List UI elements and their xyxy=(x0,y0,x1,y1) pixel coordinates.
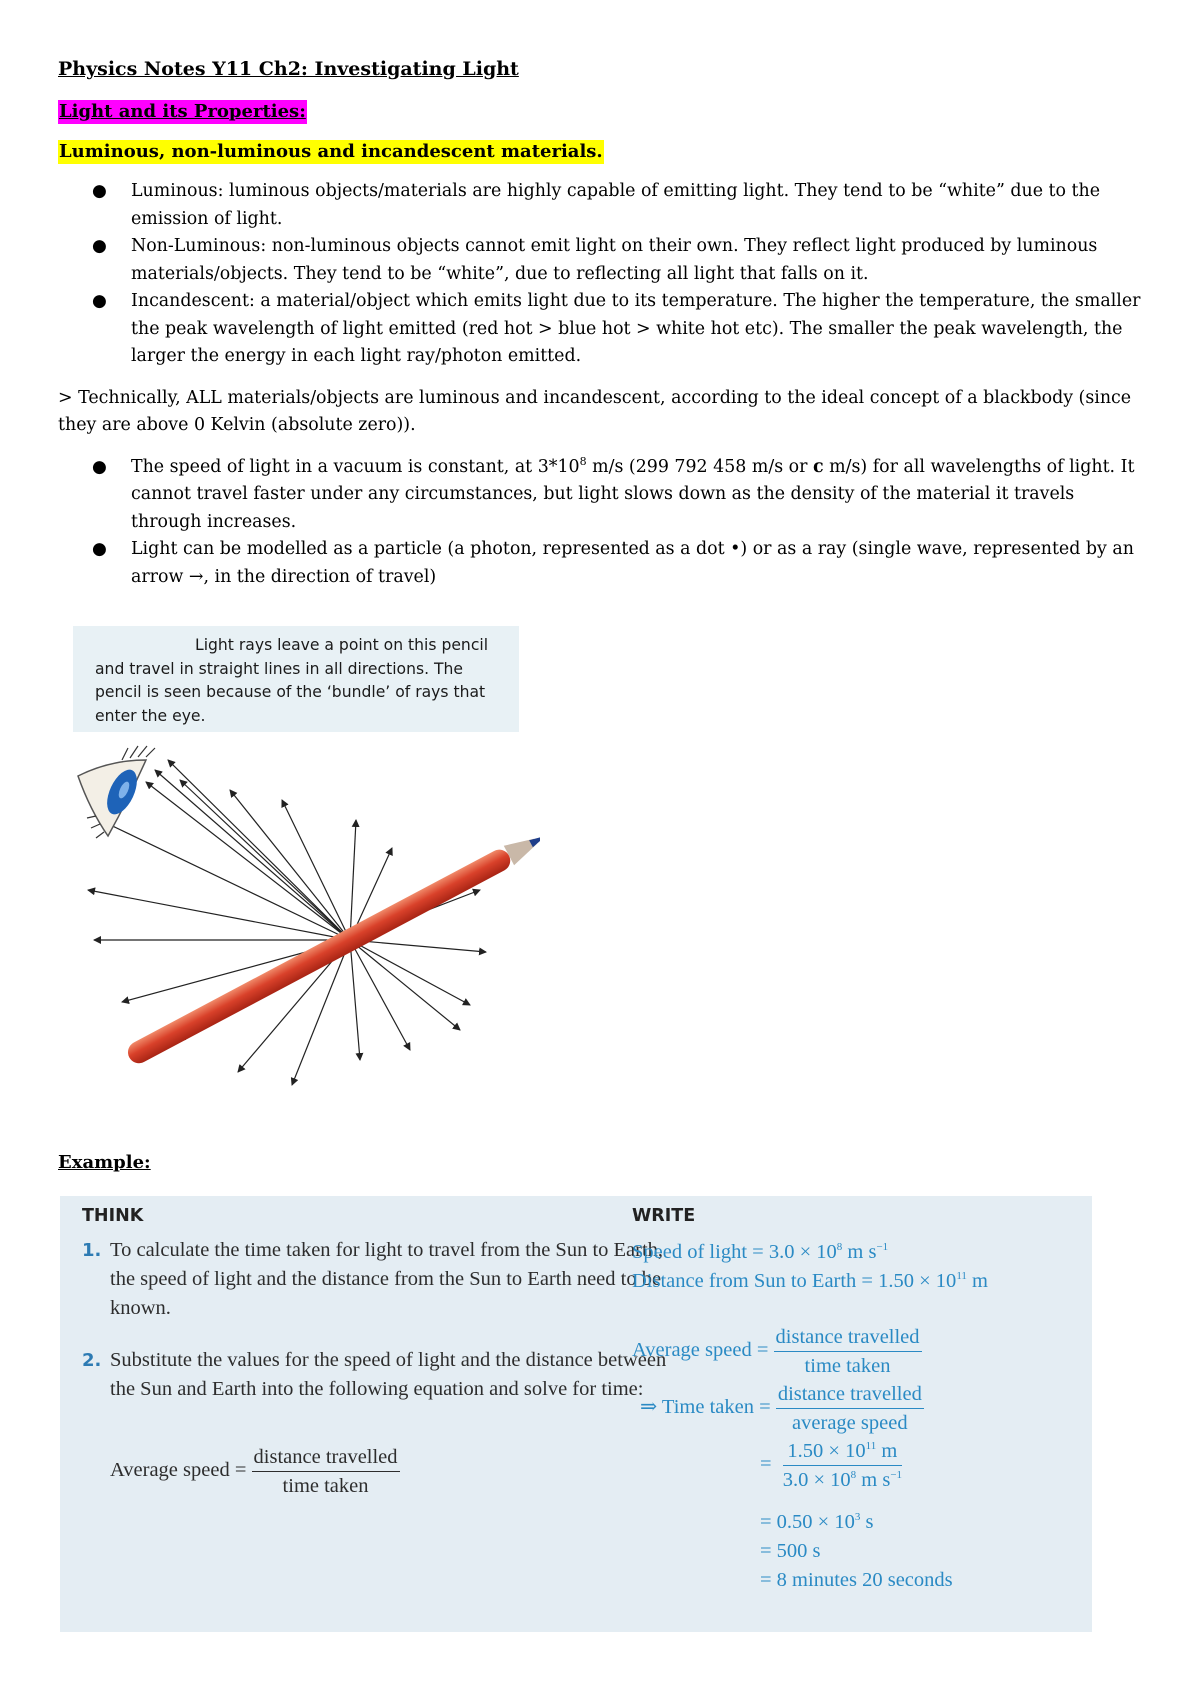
list-item: ● The speed of light in a vacuum is constant, at $3*10^8$ m/s (299 792 458 m/s or c m/s) for all wavelengths of light. It cannot travel faster under any circumstances, but light slows down as the density of the material it travels through increases. xyxy=(92,454,1135,532)
section-heading-row xyxy=(58,100,1148,124)
page-title: Physics Notes Y11 Ch2: Investigating Light xyxy=(58,58,519,80)
pencil-rays-diagram xyxy=(60,740,540,1140)
list-item: ● Incandescent: a material/object which emits light due to its temperature. The higher the temperature, the smaller the peak wavelength of light emitted (red hot > blue hot > white hot etc). The smaller the peak wavelength, the larger the energy in each light ray/photon emitted. xyxy=(92,291,1141,366)
think-equation: Average speed = $\frac{\text{distance travelled}}{\text{time taken}}$ xyxy=(110,1443,400,1500)
write-header: WRITE xyxy=(632,1206,696,1226)
pencil-rays-figure xyxy=(60,740,540,1144)
arrow-icon xyxy=(100,820,350,940)
distance-line: Distance from Sun to Earth = $1.50 \times 10^{11}$ m xyxy=(632,1270,988,1292)
materials-list xyxy=(58,178,1148,371)
step-1: 1. To calculate the time taken for light to travel from the Sun to Earth, the speed of light and the distance from the Sun to Earth need to be known. xyxy=(82,1239,664,1319)
figure-caption: Light rays leave a point on this pencil and travel in straight lines in all directions. The pencil is seen because of the ‘bundle’ of rays that enter the eye. xyxy=(73,626,519,732)
arrow-icon xyxy=(350,940,486,952)
blackbody-note: > Technically, ALL materials/objects are luminous and incandescent, according to the ideal concept of a blackbody (since they are above 0 Kelvin (absolute zero)). xyxy=(58,387,1132,435)
list-item: ● Luminous: luminous objects/materials are highly capable of emitting light. They tend to be “white” due to the emission of light. xyxy=(92,181,1101,229)
write-substitution: = $\frac{1.50 \times 10^{11} m}{3.0 \times 10^8 m s^{-1}}$ xyxy=(760,1437,902,1494)
think-header: THINK xyxy=(82,1206,144,1226)
arrow-icon xyxy=(230,790,350,940)
eye-icon xyxy=(78,746,155,838)
write-result-1: = $0.50 \times 10^3$ s xyxy=(760,1511,874,1533)
list-item: ● Light can be modelled as a particle (a photon, represented as a dot •) or as a ray (single wave, represented by an arrow →, in the direction of travel) xyxy=(92,539,1134,587)
arrow-icon xyxy=(88,890,350,940)
arrow-icon xyxy=(350,820,356,940)
sub-heading-row xyxy=(58,140,1148,164)
speed-of-light-line: Speed of light = $3.0 \times 10^8$ m $s^{-1}$ xyxy=(632,1241,889,1263)
arrow-icon xyxy=(350,940,460,1030)
write-average-speed: Average speed = $\frac{\text{distance travelled}}{\text{time taken}}$ xyxy=(632,1323,922,1380)
example-label: Example: xyxy=(58,1152,151,1173)
write-time-taken: ⇒ Time taken = $\frac{\text{distance travelled}}{\text{average speed}}$ xyxy=(640,1380,924,1437)
light-facts-list xyxy=(58,454,1148,592)
sub-heading: Luminous, non-luminous and incandescent materials. xyxy=(59,141,603,162)
arrow-icon xyxy=(350,940,360,1060)
document-page xyxy=(58,56,1148,605)
step-2: 2. Substitute the values for the speed of light and the distance between the Sun and Earth into the following equation and solve for time: xyxy=(82,1349,667,1400)
arrow-icon xyxy=(180,780,350,940)
arrow-icon xyxy=(146,782,350,940)
worked-example-box xyxy=(60,1196,1092,1632)
write-result-3: = 8 minutes 20 seconds xyxy=(760,1569,953,1591)
arrow-icon xyxy=(155,770,350,940)
arrow-icon xyxy=(168,760,350,940)
pencil-icon xyxy=(124,826,540,1067)
list-item: ● Non-Luminous: non-luminous objects cannot emit light on their own. They reflect light produced by luminous materials/objects. They tend to be “white”, due to reflecting all light that falls on it. xyxy=(92,236,1098,284)
write-result-2: = 500 s xyxy=(760,1540,821,1562)
section-heading: Light and its Properties: xyxy=(59,101,306,122)
arrow-icon xyxy=(282,800,350,940)
